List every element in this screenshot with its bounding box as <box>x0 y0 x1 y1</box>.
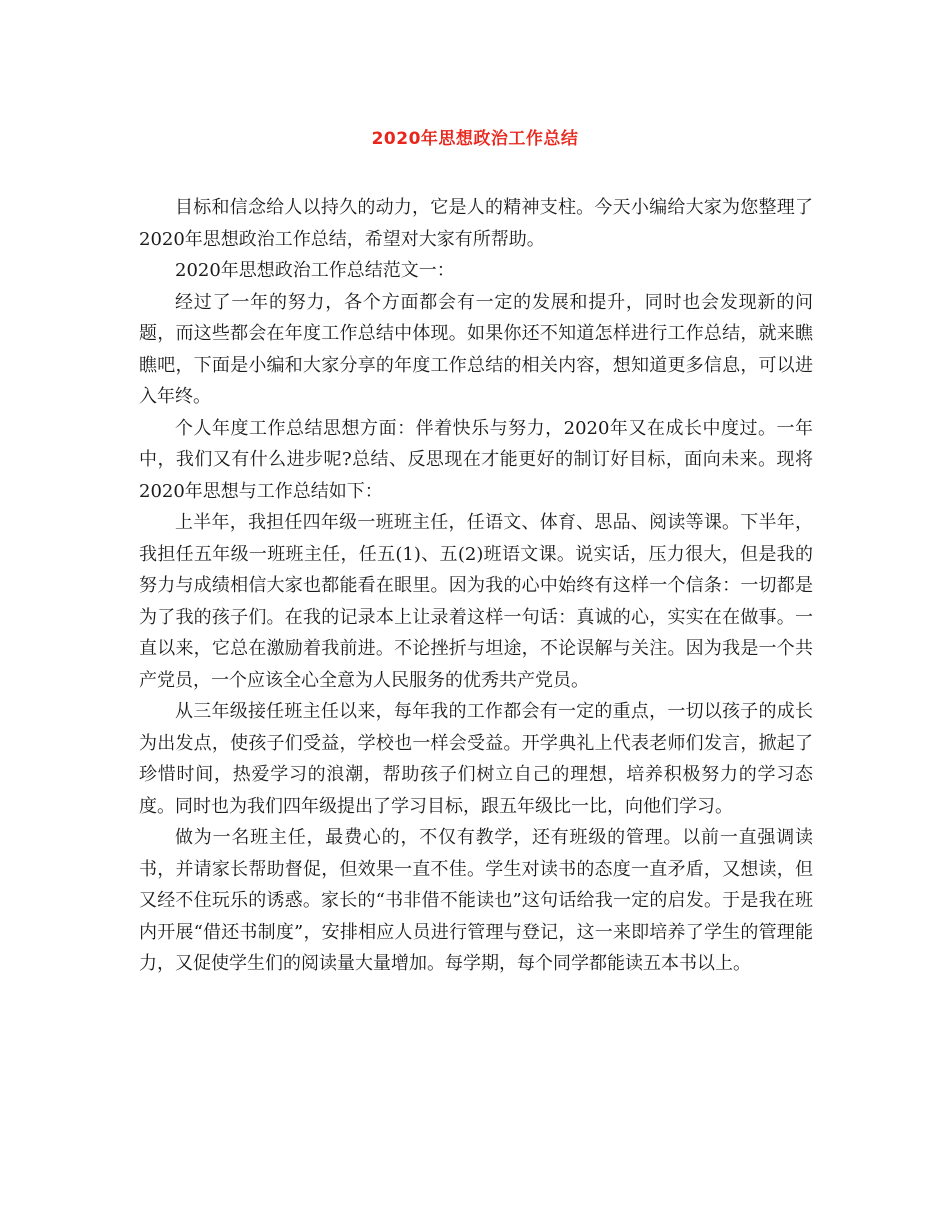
paragraph: 做为一名班主任，最费心的，不仅有教学，还有班级的管理。以前一直强调读书，并请家长帮助督促，但效果一直不佳。学生对读书的态度一直矛盾，又想读，但又经不住玩乐的诱惑。家长的“书非借不能读也”这句话给我一定的启发。于是我在班内开展“借还书制度”，安排相应人员进行管理与登记，这一来即培养了学生的管理能力，又促使学生们的阅读量大量增加。每学期，每个同学都能读五本书以上。 <box>139 827 813 974</box>
paragraph: 个人年度工作总结思想方面：伴着快乐与努力，2020年又在成长中度过。一年中，我们又有什么进步呢?总结、反思现在才能更好的制订好目标，面向未来。现将2020年思想与工作总结如下： <box>139 417 813 502</box>
document-body <box>139 192 813 980</box>
document-title: 2020年思想政治工作总结 <box>371 129 579 149</box>
paragraph-section-heading: 2020年思想政治工作总结范文一： <box>175 260 455 281</box>
paragraph: 经过了一年的努力，各个方面都会有一定的发展和提升，同时也会发现新的问题，而这些都会在年度工作总结中体现。如果你还不知道怎样进行工作总结，就来瞧瞧吧，下面是小编和大家分享的年度工作总结的相关内容，想知道更多信息，可以进入年终。 <box>139 291 813 407</box>
paragraph: 上半年，我担任四年级一班班主任，任语文、体育、思品、阅读等课。下半年，我担任五年级一班班主任，任五(1)、五(2)班语文课。说实话，压力很大，但是我的努力与成绩相信大家也都能看在眼里。因为我的心中始终有这样一个信条：一切都是为了我的孩子们。在我的记录本上让录着这样一句话：真诚的心，实实在在做事。一直以来，它总在激励着我前进。不论挫折与坦途，不论误解与关注。因为我是一个共产党员，一个应该全心全意为人民服务的优秀共产党员。 <box>139 512 813 691</box>
paragraph-intro: 目标和信念给人以持久的动力，它是人的精神支柱。今天小编给大家为您整理了2020年思想政治工作总结，希望对大家有所帮助。 <box>139 197 813 250</box>
paragraph: 从三年级接任班主任以来，每年我的工作都会有一定的重点，一切以孩子的成长为出发点，使孩子们受益，学校也一样会受益。开学典礼上代表老师们发言，掀起了珍惜时间，热爱学习的浪潮，帮助孩子们树立自己的理想，培养积极努力的学习态度。同时也为我们四年级提出了学习目标，跟五年级比一比，向他们学习。 <box>139 701 813 817</box>
